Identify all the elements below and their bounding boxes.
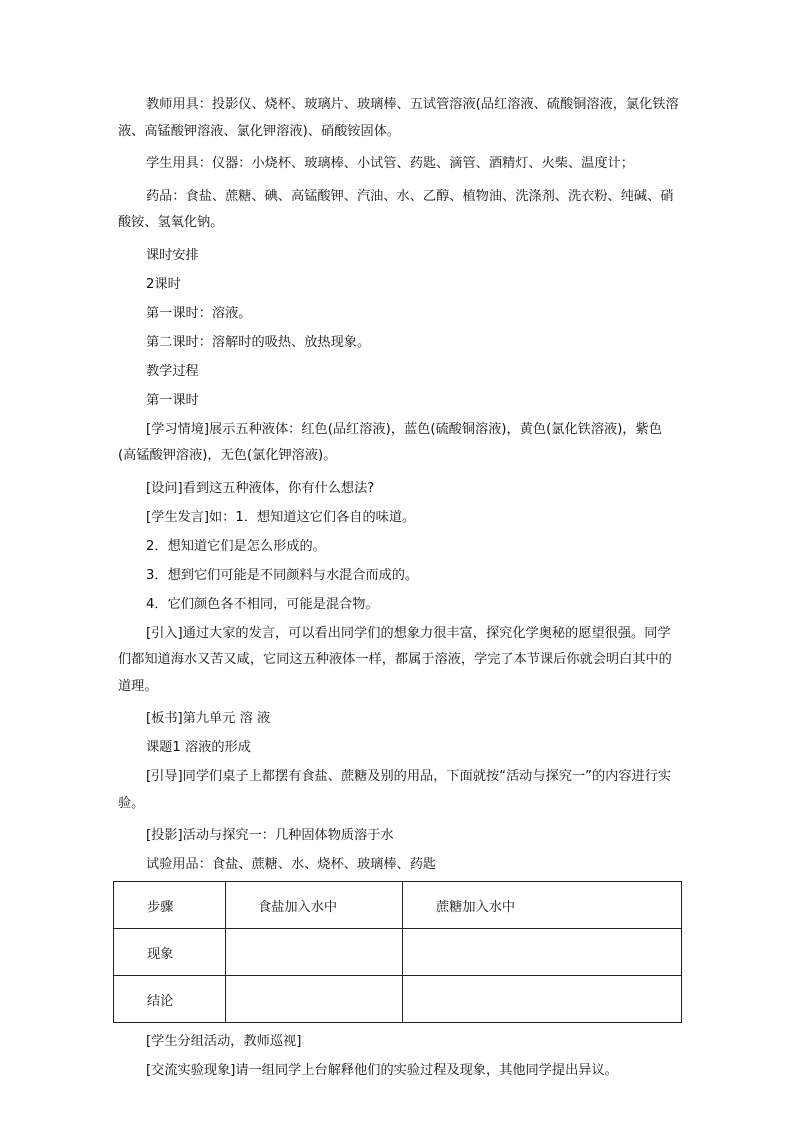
schedule-count: 2课时	[146, 276, 181, 292]
table-header-cell: 蔗糖加入水中	[403, 882, 682, 929]
group-activity: [学生分组活动，教师巡视]	[146, 1034, 302, 1049]
topic-title: 课题1 溶液的形成	[146, 740, 251, 755]
table-header-cell: 步骤	[114, 882, 226, 929]
student-response-4: 4．它们颜色各不相同，可能是混合物。	[146, 596, 379, 612]
table-cell	[403, 929, 682, 976]
student-reagents: 药品：食盐、蔗糖、碘、高锰酸钾、汽油、水、乙醇、植物油、洗涤剂、洗衣粉、纯碱、硝酸铵、氢氧化钠。	[118, 188, 674, 230]
question: [设问]看到这五种液体，你有什么想法?	[146, 480, 375, 496]
table-cell	[403, 976, 682, 1023]
introduction: [引入]通过大家的发言，可以看出同学们的想象力很丰富，探究化学奥秘的愿望很强。同学们都知道海水又苦又咸，它同这五种液体一样，都属于溶液，学完了本节课后你就会明白其中的道理。	[118, 625, 672, 694]
exchange-observations: [交流实验现象]请一组同学上台解释他们的实验过程及现象，其他同学提出异议。	[146, 1063, 618, 1078]
lesson-1-heading: 第一课时	[146, 392, 199, 408]
table-row	[114, 929, 682, 976]
teacher-materials: 教师用具：投影仪、烧杯、玻璃片、玻璃棒、五试管溶液(品红溶液、硫酸铜溶液，氯化铁溶液、高锰酸钾溶液、氯化钾溶液)、硝酸铵固体。	[118, 97, 679, 139]
section-process-heading: 教学过程	[146, 363, 199, 379]
table-cell	[226, 929, 403, 976]
guidance: [引导]同学们桌子上都摆有食盐、蔗糖及别的用品，下面就按“活动与探究一”的内容进行实验。	[118, 769, 672, 811]
student-response-1: [学生发言]如：1．想知道这它们各自的味道。	[146, 509, 416, 525]
student-response-2: 2．想知道它们是怎么形成的。	[146, 538, 326, 554]
table-row	[114, 976, 682, 1023]
table-row	[114, 882, 682, 929]
projection: [投影]活动与探究一：几种固体物质溶于水	[146, 828, 394, 843]
table-header-cell: 食盐加入水中	[226, 882, 403, 929]
schedule-lesson-1: 第一课时：溶液。	[146, 305, 252, 321]
section-schedule-heading: 课时安排	[146, 247, 199, 263]
learning-scenario: [学习情境]展示五种液体：红色(品红溶液)，蓝色(硫酸铜溶液)，黄色(氯化铁溶液)，紫色(高锰酸钾溶液)，无色(氯化钾溶液)。	[118, 421, 662, 463]
table-row-label: 现象	[114, 929, 226, 976]
student-instruments: 学生用具：仪器：小烧杯、玻璃棒、小试管、药匙、滴管、酒精灯、火柴、温度计；	[146, 156, 634, 171]
document-page	[118, 92, 680, 1087]
test-supplies: 试验用品：食盐、蔗糖、水、烧杯、玻璃棒、药匙	[146, 857, 437, 872]
board-writing: [板书]第九单元 溶 液	[146, 711, 271, 726]
student-response-3: 3．想到它们可能是不同颜料与水混合而成的。	[146, 567, 419, 583]
experiment-table	[113, 881, 682, 1023]
table-cell	[226, 976, 403, 1023]
schedule-lesson-2: 第二课时：溶解时的吸热、放热现象。	[146, 334, 371, 350]
table-row-label: 结论	[114, 976, 226, 1023]
